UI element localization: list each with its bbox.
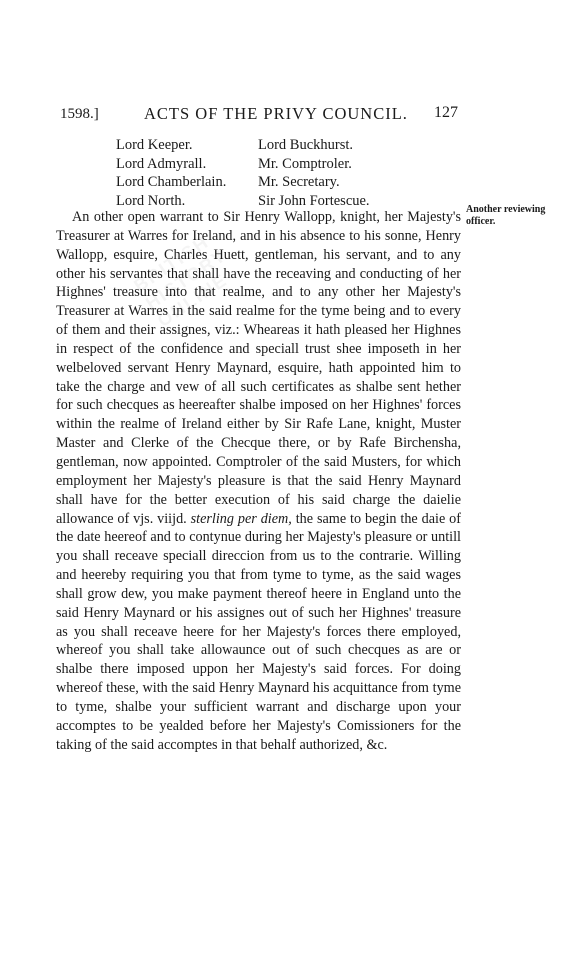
council-member: Lord Keeper.: [116, 137, 193, 153]
council-attendance-list: [116, 136, 406, 210]
council-row: [116, 136, 406, 155]
council-row: [116, 155, 406, 174]
council-member: Lord Admyrall.: [116, 155, 207, 172]
page-number: 127: [434, 104, 458, 121]
header-year: 1598.]: [60, 106, 99, 122]
paragraph-text: An other open warrant to Sir Henry Wallopp, knight, her Majesty's Treasurer at Warres for Ireland, and in his absence to his sonne, Henry Wallopp, esquire, Charles Huett, gentleman, his servant, and to any other his servantes that shall have the receaving and conducting of her Highnes' treasure into that realme, and to any other her Majesty's Treasurer at Warres in the said realme for the tyme being and to every of them and their assignes, viz.: Wheareas it hath pleased her Highnes in respect of the confidence and speciall trust shee imposeth in her welbeloved servant Henry Maynard, esquire, hath appointed him to take the charge and vew of all such certificates as shalbe sent hether for such checques as heereafter shalbe imposed on her Highnes' forces within the realme of Ireland either by Sir Rafe Lane, knight, Muster Master and Clerke of the Checque there, or by Rafe Birchensha, gentleman, now appointed. Comptroler of the said Musters, for which employment her Majesty's pleasure is that the said Henry Maynard shall have for the better execution of his said charge the daielie allowance of vjs. viijd.: [56, 209, 461, 527]
header-title: ACTS OF THE PRIVY COUNCIL.: [144, 104, 408, 123]
council-member: Sir John Fortescue.: [258, 192, 370, 209]
council-member: Lord Chamberlain.: [116, 174, 227, 190]
council-member: Lord North.: [116, 192, 186, 209]
watermark-text: BRITISH HISTORY ONLINE: [130, 231, 232, 331]
council-member: Mr. Comptroler.: [258, 155, 352, 172]
council-member: Lord Buckhurst.: [258, 137, 354, 153]
running-head: [60, 104, 460, 128]
council-member: Mr. Secretary.: [258, 174, 340, 190]
paragraph-text-continued: the same to begin the daie of the date heereof and to contynue during her Majesty's pleasure or untill you shall receave speciall direccion from us to the contrarie. Willing and heereby requiring you that from tyme to tyme, as the said wages shall grow dew, you make payment thereof heere in England unto the said Henry Maynard or his assignes out of such her Highnes' treasure as you shall receave heere for her Majesty's forces there employed, whereof you shall take allowaunce out of such checques as are or shalbe there imposed uppon her Majesty's said forces. For doing whereof these, with the said Henry Maynard his acquittance from tyme to tyme, shalbe your sufficient warrant and discharge upon your accomptes to be yealded before her Majesty's Comissioners for the taking of the said accomptes in that behalf authorized, &c.: [56, 510, 461, 753]
warrant-paragraph: [56, 208, 461, 754]
margin-note: Another reviewing officer.: [466, 204, 546, 227]
italic-phrase: sterling per diem,: [190, 510, 292, 527]
council-row: [116, 173, 406, 192]
